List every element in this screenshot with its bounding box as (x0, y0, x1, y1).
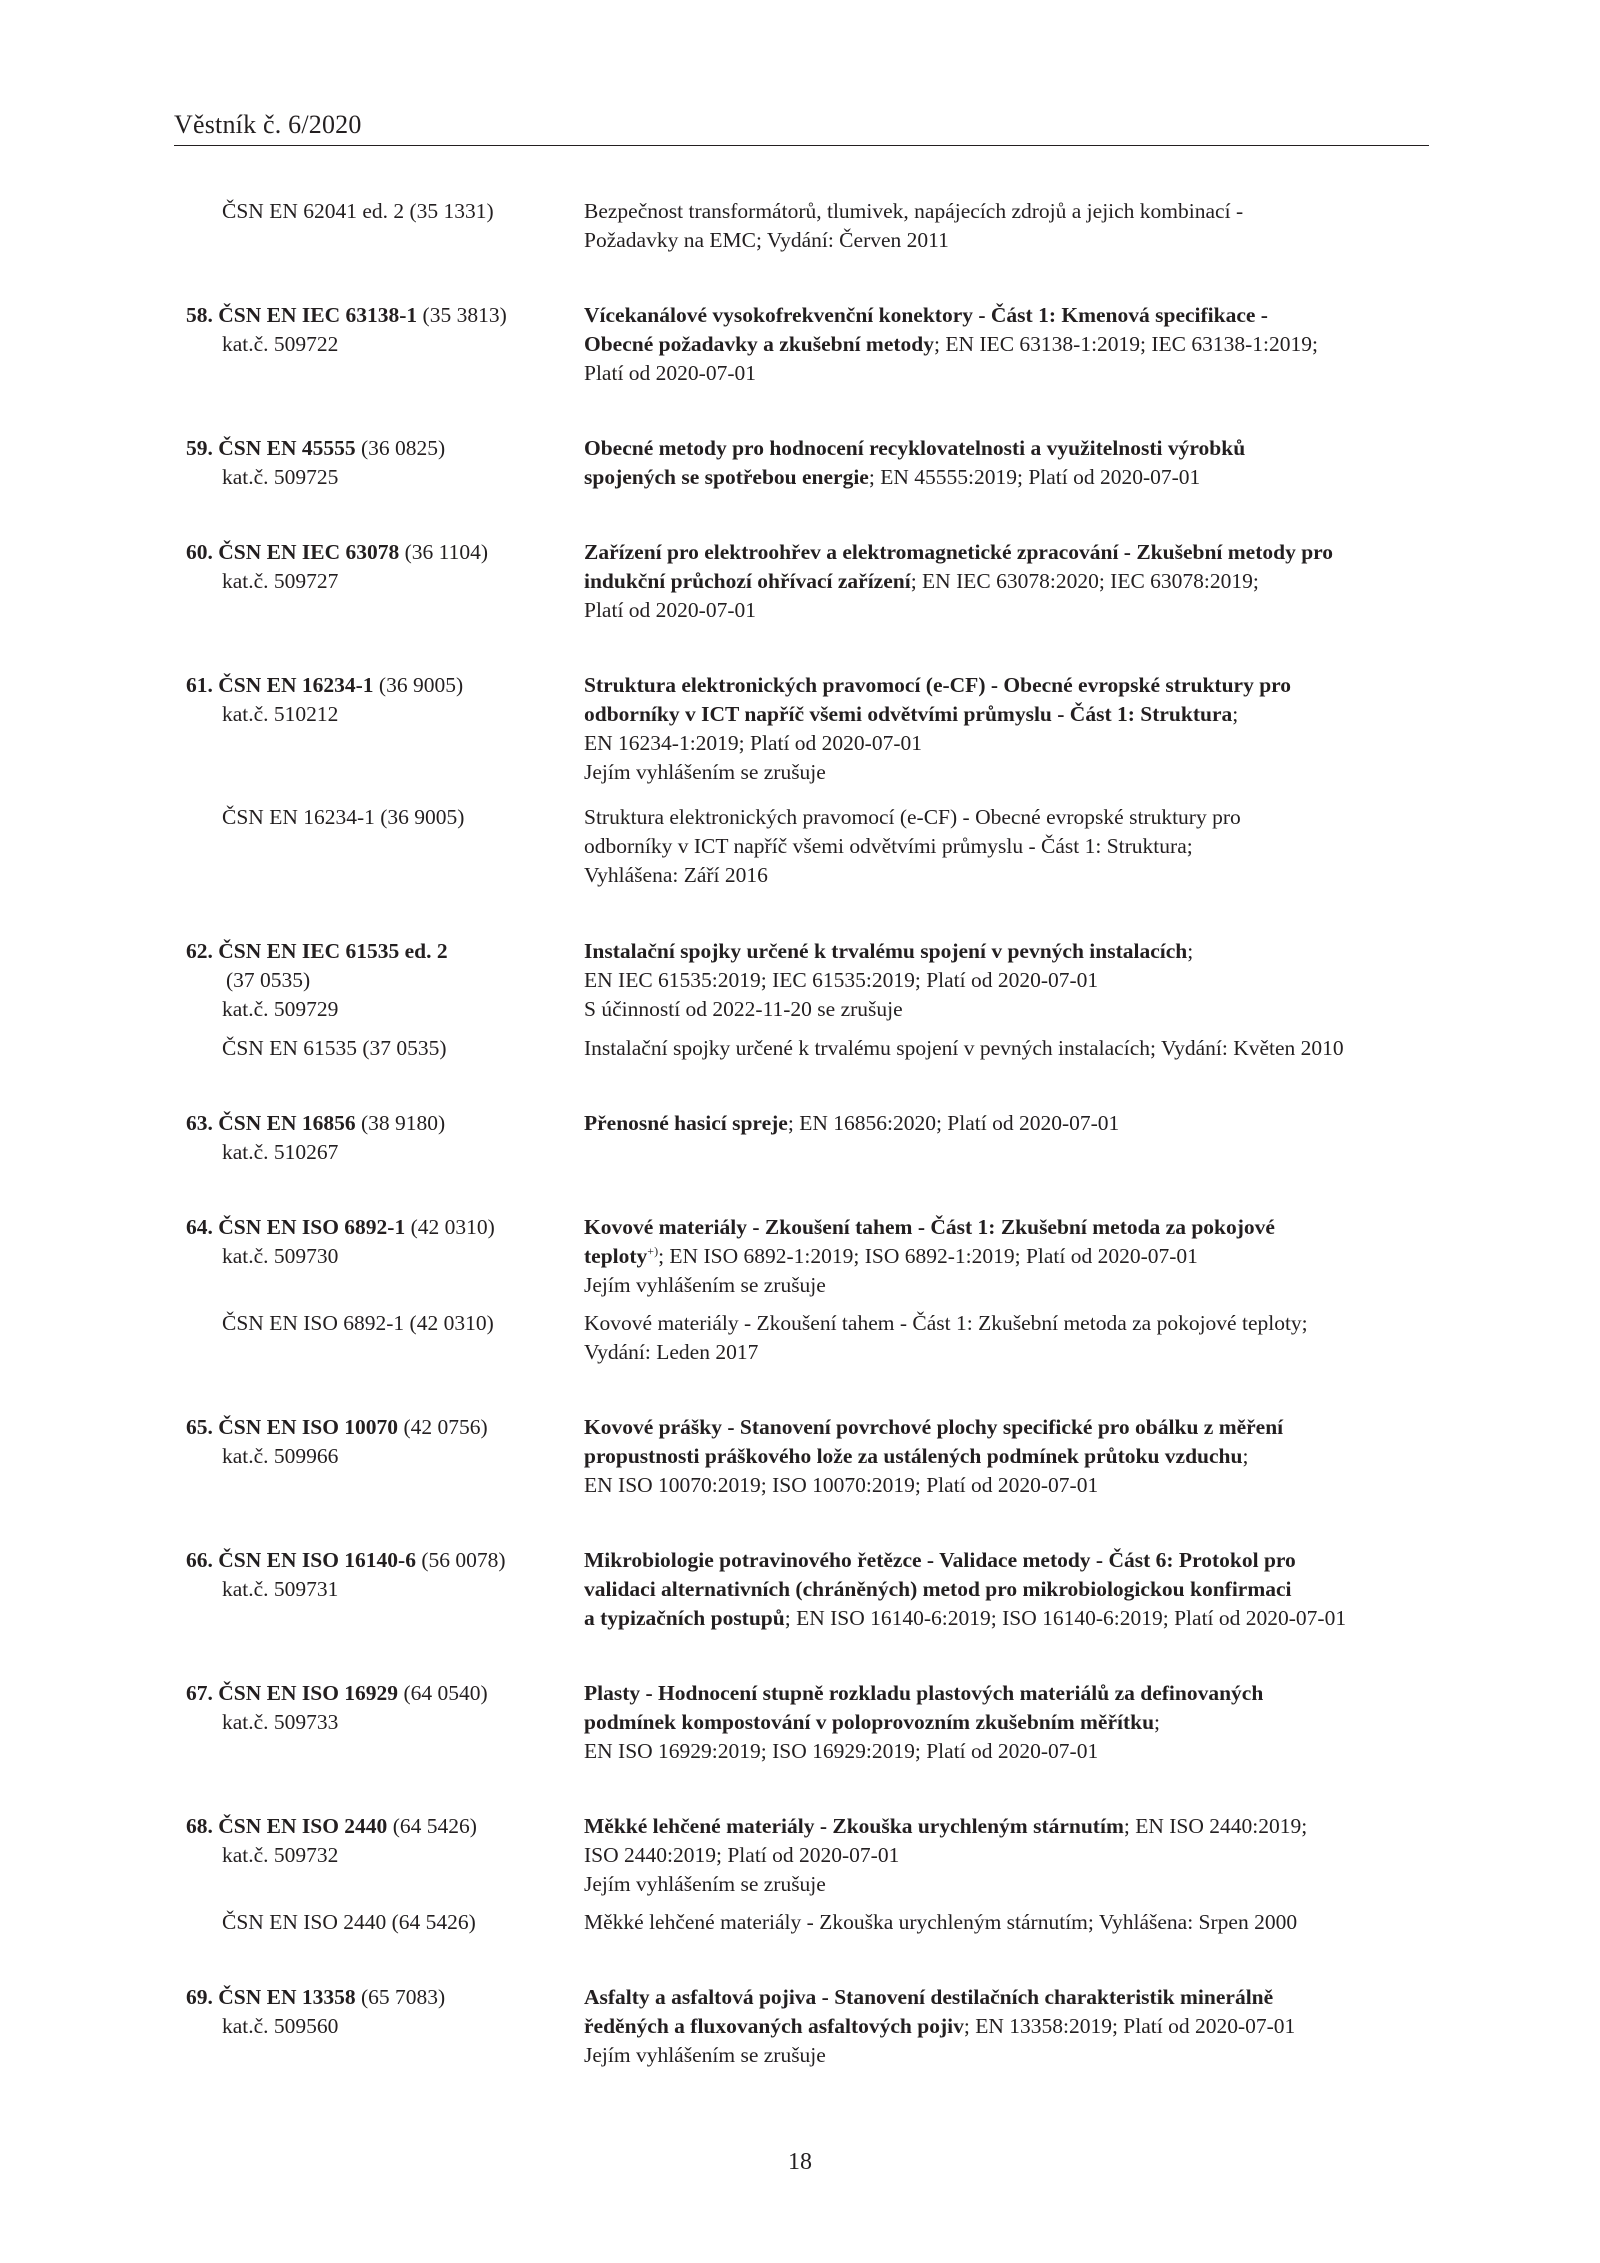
entry-number: 68. (186, 1814, 213, 1838)
entry-ref: ČSN EN 62041 ed. 2 (35 1331) (222, 199, 494, 223)
entry-standard-code: ČSN EN ISO 16929 (218, 1681, 399, 1705)
entry-catalog-number: kat.č. 509560 (222, 2014, 339, 2038)
entry-title-line: spojených se spotřebou energie (584, 465, 869, 489)
entry-meta: ; EN IEC 63078:2020; IEC 63078:2019; (910, 569, 1259, 593)
entry-catalog-number: kat.č. 509722 (222, 332, 339, 356)
withdrawn-date: Vyhlášena: Září 2016 (584, 863, 768, 887)
withdrawn-title-line: Instalační spojky určené k trvalému spojení v pevných instalacích; Vydání: Květen 2010 (584, 1036, 1344, 1060)
entry-title-line: validaci alternativních (chráněných) metod pro mikrobiologickou konfirmaci (584, 1577, 1292, 1601)
entry-63-left (0, 1109, 446, 1167)
entry-withdrawal-note: S účinností od 2022-11-20 se zrušuje (584, 997, 903, 1021)
entry-standard-line (186, 538, 488, 567)
header-divider (174, 145, 1429, 146)
entry-meta: ; EN ISO 2440:2019; (1123, 1814, 1308, 1838)
entry-withdrawal-note: Jejím vyhlášením se zrušuje (584, 2043, 826, 2067)
entry-class-code: (37 0535) (226, 968, 311, 992)
entry-standard-code: ČSN EN 13358 (218, 1985, 356, 2009)
entry-standard-line (186, 301, 507, 330)
entry-catalog-number: kat.č. 510212 (222, 702, 339, 726)
entry-number: 61. (186, 673, 213, 697)
entry-number: 64. (186, 1215, 213, 1239)
entry-standard-code: ČSN EN 16234-1 (218, 673, 374, 697)
entry-69-right (584, 1983, 1295, 2070)
entry-title-line: podmínek kompostování v poloprovozním zkušebním měřítku (584, 1710, 1155, 1734)
entry-65-left (0, 1413, 488, 1471)
withdrawn-title-line: Struktura elektronických pravomocí (e-CF) - Obecné evropské struktury pro (584, 805, 1241, 829)
entry-64-old-right (584, 1309, 1308, 1367)
entry-desc-line: Požadavky na EMC; Vydání: Červen 2011 (584, 228, 949, 252)
entry-standard-line (186, 434, 445, 463)
entry-title-line: Struktura elektronických pravomocí (e-CF) - Obecné evropské struktury pro (584, 673, 1292, 697)
withdrawn-standard-ref: ČSN EN ISO 2440 (64 5426) (222, 1910, 476, 1934)
entry-standard-line (186, 1213, 495, 1242)
entry-title-line: teploty (584, 1244, 648, 1268)
entry-64-right (584, 1213, 1275, 1300)
entry-catalog-number: kat.č. 509733 (222, 1710, 339, 1734)
entry-65-right (584, 1413, 1283, 1500)
entry-title-line: Vícekanálové vysokofrekvenční konektory - Část 1: Kmenová specifikace - (584, 303, 1268, 327)
entry-standard-line (186, 1109, 445, 1138)
entry-64-left (0, 1213, 495, 1271)
entry-67-left (0, 1679, 488, 1737)
entry-class-code: (65 7083) (361, 1985, 446, 2009)
entry-63-right (584, 1109, 1119, 1138)
withdrawn-date: Vydání: Leden 2017 (584, 1340, 759, 1364)
entry-catalog-number: kat.č. 509729 (222, 997, 339, 1021)
withdrawn-title-line: odborníky v ICT napříč všemi odvětvími průmyslu - Část 1: Struktura; (584, 834, 1193, 858)
entry-standard-code: ČSN EN ISO 16140-6 (218, 1548, 416, 1572)
withdrawn-title-line: Kovové materiály - Zkoušení tahem - Část 1: Zkušební metoda za pokojové teploty; (584, 1311, 1308, 1335)
withdrawn-standard-ref: ČSN EN ISO 6892-1 (42 0310) (222, 1311, 494, 1335)
entry-meta-line: EN ISO 16929:2019; ISO 16929:2019; Platí od 2020-07-01 (584, 1739, 1099, 1763)
entry-standard-code: ČSN EN 45555 (218, 436, 356, 460)
entry-class-code: (56 0078) (421, 1548, 506, 1572)
entry-60-right (584, 538, 1333, 625)
entry-62-left (0, 937, 448, 1024)
entry-meta: ; EN 45555:2019; Platí od 2020-07-01 (868, 465, 1201, 489)
entry-66-left (0, 1546, 506, 1604)
entry-58-left (0, 301, 507, 359)
entry-standard-code: ČSN EN ISO 10070 (218, 1415, 399, 1439)
entry-catalog-number: kat.č. 509725 (222, 465, 339, 489)
entry-number: 65. (186, 1415, 213, 1439)
entry-title-line: indukční průchozí ohřívací zařízení (584, 569, 911, 593)
entry-standard-line (186, 671, 463, 700)
entry-title-line: ředěných a fluxovaných asfaltových pojiv (584, 2014, 964, 2038)
entry-catalog-number: kat.č. 509732 (222, 1843, 339, 1867)
entry-number: 69. (186, 1985, 213, 2009)
entry-meta: ; (1154, 1710, 1161, 1734)
entry-catalog-number: kat.č. 509727 (222, 569, 339, 593)
entry-title-line: Mikrobiologie potravinového řetězce - Validace metody - Část 6: Protokol pro (584, 1548, 1296, 1572)
journal-header-title: Věstník č. 6/2020 (174, 110, 362, 139)
entry-59-right (584, 434, 1245, 492)
entry-class-code: (42 0756) (403, 1415, 488, 1439)
entry-68-right (584, 1812, 1307, 1899)
entry-desc-line: Bezpečnost transformátorů, tlumivek, napájecích zdrojů a jejich kombinací - (584, 199, 1244, 223)
entry-59-left (0, 434, 446, 492)
entry-62-old-right (584, 1034, 1344, 1063)
entry-title-line: Kovové materiály - Zkoušení tahem - Část 1: Zkušební metoda za pokojové (584, 1215, 1275, 1239)
entry-catalog-number: kat.č. 509731 (222, 1577, 339, 1601)
withdrawn-standard-ref: ČSN EN 61535 (37 0535) (222, 1036, 447, 1060)
entry-standard-line (186, 937, 448, 966)
entry-catalog-number: kat.č. 510267 (222, 1140, 339, 1164)
entry-standard-code: ČSN EN IEC 63078 (218, 540, 400, 564)
entry-67-right (584, 1679, 1263, 1766)
entry-title-line: Instalační spojky určené k trvalému spojení v pevných instalacích (584, 939, 1188, 963)
entry-standard-line (186, 1679, 488, 1708)
entry-68-old-right (584, 1908, 1297, 1937)
entry-meta: ; EN 13358:2019; Platí od 2020-07-01 (963, 2014, 1296, 2038)
entry-withdrawal-note: Jejím vyhlášením se zrušuje (584, 760, 826, 784)
entry-catalog-number: kat.č. 509730 (222, 1244, 339, 1268)
withdrawn-title-line: Měkké lehčené materiály - Zkouška urychleným stárnutím; Vyhlášena: Srpen 2000 (584, 1910, 1298, 1934)
withdrawn-standard-ref: ČSN EN 16234-1 (36 9005) (222, 805, 465, 829)
entry-standard-code: ČSN EN ISO 2440 (218, 1814, 388, 1838)
entry-meta: ; EN IEC 63138-1:2019; IEC 63138-1:2019; (934, 332, 1319, 356)
entry-class-code: (64 0540) (403, 1681, 488, 1705)
entry-class-code: (36 0825) (361, 436, 446, 460)
entry-validity: Platí od 2020-07-01 (584, 598, 756, 622)
entry-61-old-right (584, 803, 1241, 890)
entry-number: 58. (186, 303, 213, 327)
entry-class-code: (36 1104) (404, 540, 489, 564)
entry-meta: ; EN 16856:2020; Platí od 2020-07-01 (787, 1111, 1120, 1135)
entry-number: 63. (186, 1111, 213, 1135)
entry-62-right (584, 937, 1193, 1024)
entry-meta: ; (1242, 1444, 1249, 1468)
entry-number: 62. (186, 939, 213, 963)
entry-title-line: propustnosti práškového lože za ustálených podmínek průtoku vzduchu (584, 1444, 1243, 1468)
entry-68-left (0, 1812, 477, 1870)
entry-class-code: (36 9005) (378, 673, 464, 697)
entry-number: 60. (186, 540, 213, 564)
entry-standard-line (186, 1413, 488, 1442)
entry-title-line: odborníky v ICT napříč všemi odvětvími průmyslu - Část 1: Struktura (584, 702, 1233, 726)
entry-61-right (584, 671, 1291, 787)
entry-0-right (584, 197, 1243, 255)
entry-meta: ; (1232, 702, 1239, 726)
entry-standard-line (186, 1546, 506, 1575)
entry-meta: ; EN ISO 6892-1:2019; ISO 6892-1:2019; Platí od 2020-07-01 (658, 1244, 1198, 1268)
entry-title-line: Kovové prášky - Stanovení povrchové plochy specifické pro obálku z měření (584, 1415, 1284, 1439)
entry-standard-code: ČSN EN IEC 63138-1 (218, 303, 418, 327)
entry-69-left (0, 1983, 446, 2041)
entry-title-line: a typizačních postupů (584, 1606, 785, 1630)
entry-class-code: (42 0310) (410, 1215, 495, 1239)
entry-class-code: (64 5426) (392, 1814, 477, 1838)
entry-meta-line: ISO 2440:2019; Platí od 2020-07-01 (584, 1843, 900, 1867)
entry-number: 59. (186, 436, 213, 460)
entry-title-line: Plasty - Hodnocení stupně rozkladu plastových materiálů za definovaných (584, 1681, 1264, 1705)
entry-standard-line (186, 1812, 477, 1841)
entry-withdrawal-note: Jejím vyhlášením se zrušuje (584, 1273, 826, 1297)
entry-60-left (0, 538, 489, 596)
entry-meta-line: EN IEC 61535:2019; IEC 61535:2019; Platí od 2020-07-01 (584, 968, 1099, 992)
entry-title-line: Obecné metody pro hodnocení recyklovatelnosti a využitelnosti výrobků (584, 436, 1246, 460)
entry-class-code: (38 9180) (361, 1111, 446, 1135)
entry-61-left (0, 671, 464, 729)
entry-58-right (584, 301, 1318, 388)
entry-66-right (584, 1546, 1346, 1633)
entry-standard-code: ČSN EN IEC 61535 ed. 2 (218, 939, 448, 963)
entry-standard-code: ČSN EN ISO 6892-1 (218, 1215, 406, 1239)
entry-class-code: (35 3813) (422, 303, 507, 327)
entry-title-line: Zařízení pro elektroohřev a elektromagnetické zpracování - Zkušební metody pro (584, 540, 1334, 564)
footnote-marker: +) (647, 1243, 659, 1258)
entry-number: 67. (186, 1681, 213, 1705)
entry-title-line: Obecné požadavky a zkušební metody (584, 332, 935, 356)
entry-catalog-number: kat.č. 509966 (222, 1444, 339, 1468)
entry-number: 66. (186, 1548, 213, 1572)
entry-title-line: Asfalty a asfaltová pojiva - Stanovení destilačních charakteristik minerálně (584, 1985, 1274, 2009)
entry-standard-line (186, 1983, 445, 2012)
page-number: 18 (788, 2149, 812, 2175)
entry-standard-code: ČSN EN 16856 (218, 1111, 356, 1135)
entry-title-line: Měkké lehčené materiály - Zkouška urychleným stárnutím (584, 1814, 1124, 1838)
entry-title-line: Přenosné hasicí spreje (584, 1111, 788, 1135)
entry-meta: ; (1187, 939, 1194, 963)
entry-withdrawal-note: Jejím vyhlášením se zrušuje (584, 1872, 826, 1896)
entry-validity: EN 16234-1:2019; Platí od 2020-07-01 (584, 731, 923, 755)
entry-meta-line: EN ISO 10070:2019; ISO 10070:2019; Platí od 2020-07-01 (584, 1473, 1099, 1497)
entry-meta: ; EN ISO 16140-6:2019; ISO 16140-6:2019; Platí od 2020-07-01 (784, 1606, 1347, 1630)
entry-validity: Platí od 2020-07-01 (584, 361, 756, 385)
